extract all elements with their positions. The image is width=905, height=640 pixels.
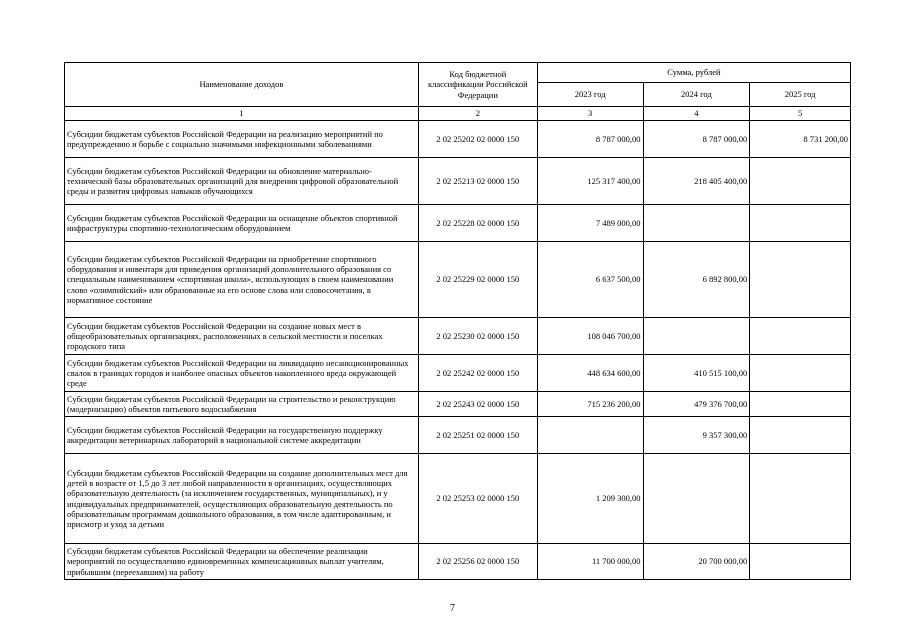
header-sum: Сумма, рублей <box>537 63 850 83</box>
row-amount-2023: 108 046 700,00 <box>537 318 643 355</box>
table-row <box>65 205 851 242</box>
col-number-2: 2 <box>418 107 537 121</box>
row-code: 2 02 25229 02 0000 150 <box>418 242 537 318</box>
row-name: Субсидии бюджетам субъектов Российской Федерации на строительство и реконструкцию (модернизацию) объектов питьевого водоснабжения <box>65 392 419 417</box>
row-amount-2023: 7 489 000,00 <box>537 205 643 242</box>
row-amount-2024: 20 700 000,00 <box>643 544 750 580</box>
table-row <box>65 355 851 392</box>
row-amount-2024: 6 892 800,00 <box>643 242 750 318</box>
row-amount-2023: 448 634 600,00 <box>537 355 643 392</box>
row-name: Субсидии бюджетам субъектов Российской Федерации на создание новых мест в общеобразовательных организациях, расположенных в сельской местности и поселках городского типа <box>65 318 419 355</box>
table-row <box>65 544 851 580</box>
header-year-2024: 2024 год <box>643 83 750 107</box>
row-amount-2023: 125 317 400,00 <box>537 158 643 205</box>
row-amount-2024 <box>643 205 750 242</box>
row-amount-2025 <box>750 454 851 544</box>
row-amount-2024: 479 376 700,00 <box>643 392 750 417</box>
table-row <box>65 318 851 355</box>
table-row <box>65 392 851 417</box>
row-amount-2025 <box>750 392 851 417</box>
row-amount-2025 <box>750 242 851 318</box>
row-name: Субсидии бюджетам субъектов Российской Федерации на создание дополнительных мест для детей в возрасте от 1,5 до 3 лет любой направленности в организациях, осуществляющих образовательную деятельность (за исключением государственных, муниципальных), и у индивидуальных предпринимателей, осуществляющих образовательную деятельность по образовательным программам дошкольного образования, в том числе адаптированным, и присмотр и уход за детьми <box>65 454 419 544</box>
row-amount-2023: 1 209 300,00 <box>537 454 643 544</box>
table-row <box>65 417 851 454</box>
row-amount-2024 <box>643 454 750 544</box>
row-amount-2024: 410 515 100,00 <box>643 355 750 392</box>
header-year-2023: 2023 год <box>537 83 643 107</box>
col-number-4: 4 <box>643 107 750 121</box>
table-row <box>65 242 851 318</box>
row-code: 2 02 25213 02 0000 150 <box>418 158 537 205</box>
row-amount-2023: 715 236 200,00 <box>537 392 643 417</box>
row-amount-2025 <box>750 544 851 580</box>
row-name: Субсидии бюджетам субъектов Российской Федерации на приобретение спортивного оборудования и инвентаря для приведения организаций дополнительного образования со специальным наименованием «спортивная школа», использующих в своем наименовании слово «олимпийский» или образованные на его основе слова или словосочетания, в нормативное состояние <box>65 242 419 318</box>
table-row <box>65 158 851 205</box>
row-amount-2025 <box>750 158 851 205</box>
row-amount-2024: 9 357 300,00 <box>643 417 750 454</box>
row-name: Субсидии бюджетам субъектов Российской Федерации на оснащение объектов спортивной инфраструктуры спортивно-технологическим оборудованием <box>65 205 419 242</box>
header-year-2025: 2025 год <box>750 83 851 107</box>
col-number-1: 1 <box>65 107 419 121</box>
row-code: 2 02 25228 02 0000 150 <box>418 205 537 242</box>
row-amount-2024: 8 787 000,00 <box>643 121 750 158</box>
row-amount-2023: 6 637 500,00 <box>537 242 643 318</box>
col-number-3: 3 <box>537 107 643 121</box>
col-number-5: 5 <box>750 107 851 121</box>
row-amount-2024: 218 405 400,00 <box>643 158 750 205</box>
row-amount-2025 <box>750 417 851 454</box>
row-name: Субсидии бюджетам субъектов Российской Федерации на государственную поддержку аккредитации ветеринарных лабораторий в национальной системе аккредитации <box>65 417 419 454</box>
header-code: Код бюджетной классификации Российской Федерации <box>418 63 537 107</box>
row-amount-2025: 8 731 200,00 <box>750 121 851 158</box>
row-code: 2 02 25243 02 0000 150 <box>418 392 537 417</box>
row-amount-2023: 11 700 000,00 <box>537 544 643 580</box>
row-code: 2 02 25251 02 0000 150 <box>418 417 537 454</box>
row-amount-2024 <box>643 318 750 355</box>
header-name: Наименование доходов <box>65 63 419 107</box>
row-name: Субсидии бюджетам субъектов Российской Федерации на ликвидацию несанкционированных свалок в границах городов и наиболее опасных объектов накопленного вреда окружающей среде <box>65 355 419 392</box>
row-amount-2023 <box>537 417 643 454</box>
page-number: 7 <box>450 603 455 614</box>
row-amount-2025 <box>750 355 851 392</box>
row-name: Субсидии бюджетам субъектов Российской Федерации на обновление материально-технической базы образовательных организаций для внедрения цифровой образовательной среды и развития цифровых навыков обучающихся <box>65 158 419 205</box>
row-amount-2025 <box>750 318 851 355</box>
table-row <box>65 121 851 158</box>
row-code: 2 02 25253 02 0000 150 <box>418 454 537 544</box>
revenue-table <box>64 62 851 580</box>
row-amount-2023: 8 787 000,00 <box>537 121 643 158</box>
row-name: Субсидии бюджетам субъектов Российской Федерации на обеспечение реализации мероприятий по осуществлению единовременных компенсационных выплат учителям, прибывшим (переехавшим) на работу <box>65 544 419 580</box>
row-code: 2 02 25230 02 0000 150 <box>418 318 537 355</box>
row-code: 2 02 25202 02 0000 150 <box>418 121 537 158</box>
row-code: 2 02 25242 02 0000 150 <box>418 355 537 392</box>
row-amount-2025 <box>750 205 851 242</box>
table-row <box>65 454 851 544</box>
row-code: 2 02 25256 02 0000 150 <box>418 544 537 580</box>
row-name: Субсидии бюджетам субъектов Российской Федерации на реализацию мероприятий по предупреждению и борьбе с социально значимыми инфекционными заболеваниями <box>65 121 419 158</box>
